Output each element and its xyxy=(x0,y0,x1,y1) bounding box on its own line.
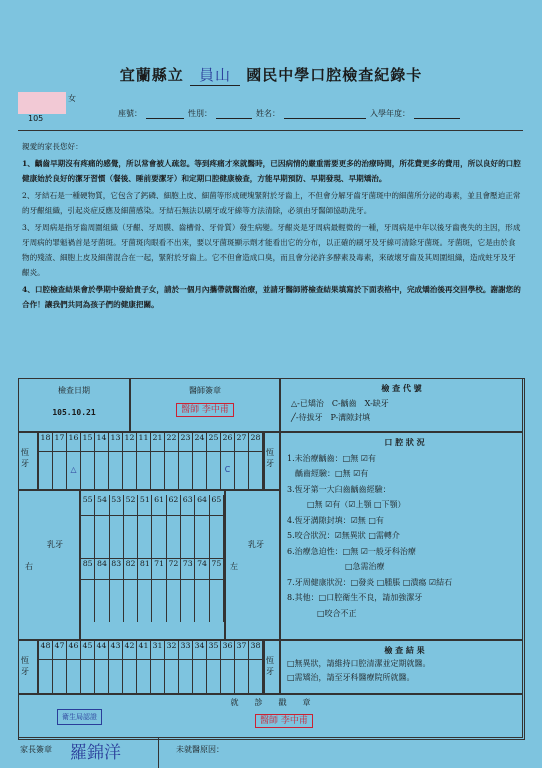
parent-signature: 羅錦洋 xyxy=(70,743,121,763)
tooth-25: 25 xyxy=(207,433,221,451)
tooth-mark-cell xyxy=(81,580,95,622)
tooth-24: 24 xyxy=(193,433,207,451)
tooth-43: 43 xyxy=(109,641,123,659)
tooth-mark-cell xyxy=(195,580,209,622)
tooth-23: 23 xyxy=(179,433,193,451)
tooth-mark-cell xyxy=(249,452,263,490)
tooth-mark-cell xyxy=(167,580,181,622)
tooth-52: 52 xyxy=(124,495,138,515)
visit-stamp-left: 衛生局認證 xyxy=(57,709,102,725)
tooth-mark-cell xyxy=(167,516,181,558)
seat-label: 座號： xyxy=(118,109,142,118)
parent-notice: 親愛的家長您好： 1、齲齒早期沒有疼痛的感覺，所以常會被人疏忽。等到疼痛才來就醫時，已因病情的嚴重需要更多的治療時間，所花費更多的費用，所以良好的口腔健康始於良好的潔牙習慣（餐後、睡前要潔牙）和定期口腔健康檢查，方能早期預防、早期發現、早期矯治。 2、牙結石是一種硬物質，它包含了鈣磷、細胞上皮、細菌等形成硬塊緊附於牙齒上，不但會分解牙齒牙菌斑中的細菌所分泌的毒素，並且會壓迫正常的牙齦組織，引起炎症反應及細菌感染。牙結石無法以刷牙或牙線等方法清除，必須由牙醫師協助洗牙。 3、牙周病是指牙齒周圍組織（牙齦、牙周膜、齒槽骨、牙骨質）發生病變。牙齦炎是牙周病最輕微的一種，牙周病是中年以後牙齒喪失的主因，形成牙周病的罪魁禍首是牙菌斑。牙菌斑肉眼看不出來，要以牙菌斑顯示劑才能看出它的分布，以正確的刷牙及牙線可清除牙菌斑。牙菌斑，它是由於食物的殘渣、細胞上皮及細菌混合在一起，緊附於牙齒上。它不但會造成口臭，而且會分泌許多酵素及毒素，來破壞牙齒及其周圍組織，造成蛀牙及牙齦炎。 4、口腔檢查結果會於學期中發給貴子女，請於一個月內攜帶就醫治療，並請牙醫師將檢查結果填寫於下面表格中，完成矯治後再交回學校。謝謝您的合作！讓我們共同為孩子們的健康把關。 xyxy=(22,142,521,309)
tooth-85: 85 xyxy=(81,559,95,579)
tooth-36: 36 xyxy=(221,641,235,659)
tooth-mark-cell xyxy=(137,452,151,490)
tooth-33: 33 xyxy=(179,641,193,659)
tooth-mark-cell xyxy=(95,660,109,694)
tooth-44: 44 xyxy=(95,641,109,659)
status-5: 5.咬合狀況：☑無異狀 □需轉介 xyxy=(287,531,400,540)
lower-perm-label-r: 恆牙 xyxy=(18,640,38,694)
exam-date-label: 檢查日期 xyxy=(58,386,90,395)
status-2: 齲齒經驗：□無 ☑有 xyxy=(287,469,369,478)
lower-perm-label-l: 恆牙 xyxy=(264,640,280,694)
tooth-21: 21 xyxy=(151,433,165,451)
tooth-mark-cell xyxy=(207,660,221,694)
status-1: 1.未治療齲齒：□無 ☑有 xyxy=(287,453,376,463)
status-title: 口 腔 狀 況 xyxy=(384,437,425,447)
tooth-mark-cell xyxy=(110,580,124,622)
tooth-45: 45 xyxy=(81,641,95,659)
visit-stamp-right: 醫師 李中甫 xyxy=(255,714,313,728)
tooth-mark-cell xyxy=(123,660,137,694)
tooth-14: 14 xyxy=(95,433,109,451)
tooth-65: 65 xyxy=(210,495,224,515)
tooth-mark-cell xyxy=(67,660,81,694)
page-title: 宜蘭縣立 員山 國民中學口腔檢查紀錄卡 xyxy=(119,66,423,84)
status-7: 7.牙周健康狀況：□發炎 □腫脹 □潰瘍 ☑結石 xyxy=(287,577,453,587)
year-field xyxy=(414,108,460,119)
tooth-42: 42 xyxy=(123,641,137,659)
tooth-18: 18 xyxy=(39,433,53,451)
tooth-48: 48 xyxy=(39,641,53,659)
school-name-field: 員山 xyxy=(190,64,240,86)
upper-perm-label-r: 恆牙 xyxy=(18,432,38,490)
tooth-mark-cell xyxy=(235,452,249,490)
codes-line1: △-已矯治 C-齲齒 X-缺牙 xyxy=(291,399,389,408)
visit-title: 就 診 戳 章 xyxy=(230,698,311,707)
footer-divider xyxy=(158,738,159,768)
tooth-32: 32 xyxy=(165,641,179,659)
tooth-mark-cell xyxy=(53,660,67,694)
tooth-mark-cell xyxy=(221,660,235,694)
tooth-31: 31 xyxy=(151,641,165,659)
tooth-16: 16 xyxy=(67,433,81,451)
tooth-41: 41 xyxy=(137,641,151,659)
tooth-71: 71 xyxy=(152,559,166,579)
codes-title: 檢 查 代 號 xyxy=(381,383,422,393)
tooth-74: 74 xyxy=(195,559,209,579)
tooth-mark-cell xyxy=(210,516,224,558)
left-label: 左 xyxy=(230,562,238,571)
name-label: 姓名： xyxy=(256,109,280,118)
prim-label-l: 乳牙 xyxy=(248,540,264,549)
sex-field xyxy=(216,108,252,119)
tooth-mark-cell xyxy=(152,580,166,622)
status-3: 3.恆牙第一大臼齒齲齒經驗： xyxy=(287,484,391,494)
tooth-mark-cell xyxy=(193,660,207,694)
year-label: 入學年度： xyxy=(370,109,410,118)
tooth-35: 35 xyxy=(207,641,221,659)
tooth-mark-cell xyxy=(138,580,152,622)
tooth-82: 82 xyxy=(124,559,138,579)
tooth-27: 27 xyxy=(235,433,249,451)
tooth-mark-cell xyxy=(95,452,109,490)
tooth-mark-cell xyxy=(39,660,53,694)
tooth-84: 84 xyxy=(95,559,109,579)
tooth-mark-cell xyxy=(151,452,165,490)
tooth-mark-cell xyxy=(123,452,137,490)
tooth-mark-cell: △ xyxy=(67,452,81,490)
exam-date-value: 105.10.21 xyxy=(52,408,96,417)
name-field xyxy=(284,108,366,119)
tooth-mark-cell xyxy=(81,516,95,558)
tooth-37: 37 xyxy=(235,641,249,659)
reason-label: 未就醫原因： xyxy=(176,745,224,754)
tooth-72: 72 xyxy=(167,559,181,579)
status-6b: □急需治療 xyxy=(345,562,385,571)
right-label: 右 xyxy=(25,562,33,571)
tooth-mark-cell xyxy=(138,516,152,558)
tooth-mark-cell xyxy=(181,516,195,558)
tooth-75: 75 xyxy=(210,559,224,579)
id-number: 105 xyxy=(28,114,44,123)
tooth-mark-cell xyxy=(179,660,193,694)
tooth-55: 55 xyxy=(81,495,95,515)
tooth-mark-cell xyxy=(137,660,151,694)
tooth-46: 46 xyxy=(67,641,81,659)
dentist-sign-label: 醫師簽章 xyxy=(189,386,221,395)
sex-label: 性別： xyxy=(188,109,212,118)
tooth-mark-cell xyxy=(109,660,123,694)
tooth-26: 26 xyxy=(221,433,235,451)
status-6: 6.治療急迫性：□無 ☑一般牙科治療 xyxy=(287,546,416,556)
tooth-mark-cell xyxy=(124,516,138,558)
tooth-mark-cell xyxy=(81,660,95,694)
tooth-62: 62 xyxy=(167,495,181,515)
tooth-mark-cell xyxy=(110,516,124,558)
tooth-38: 38 xyxy=(249,641,263,659)
prim-label-r: 乳牙 xyxy=(47,540,63,549)
tooth-mark-cell xyxy=(210,580,224,622)
tooth-17: 17 xyxy=(53,433,67,451)
redacted-name-block xyxy=(18,92,66,114)
status-4: 4.恆牙溝隙封填：☑無 □有 xyxy=(287,515,384,525)
status-8: 8.其他：□口腔衛生不良，請加強潔牙 xyxy=(287,593,423,602)
tooth-61: 61 xyxy=(152,495,166,515)
gender-hand: 女 xyxy=(68,94,76,103)
tooth-22: 22 xyxy=(165,433,179,451)
tooth-mark-cell xyxy=(109,452,123,490)
tooth-mark-cell xyxy=(165,452,179,490)
divider xyxy=(18,130,523,131)
tooth-64: 64 xyxy=(195,495,209,515)
tooth-mark-cell xyxy=(181,580,195,622)
visit-stamp-area xyxy=(18,694,523,738)
tooth-mark-cell xyxy=(39,452,53,490)
tooth-81: 81 xyxy=(138,559,152,579)
tooth-mark-cell xyxy=(249,660,263,694)
tooth-28: 28 xyxy=(249,433,263,451)
tooth-mark-cell xyxy=(151,660,165,694)
tooth-mark-cell xyxy=(179,452,193,490)
tooth-mark-cell xyxy=(193,452,207,490)
tooth-13: 13 xyxy=(109,433,123,451)
tooth-53: 53 xyxy=(110,495,124,515)
tooth-15: 15 xyxy=(81,433,95,451)
tooth-mark-cell xyxy=(165,660,179,694)
parent-sign-label: 家長簽章 xyxy=(20,745,52,754)
result-1: □無異狀，請維持口腔清潔並定期就醫。 xyxy=(287,659,431,668)
upper-perm-label-l: 恆牙 xyxy=(264,432,280,490)
tooth-11: 11 xyxy=(137,433,151,451)
tooth-mark-cell xyxy=(95,516,109,558)
tooth-mark-cell xyxy=(124,580,138,622)
tooth-51: 51 xyxy=(138,495,152,515)
tooth-mark-cell xyxy=(207,452,221,490)
tooth-34: 34 xyxy=(193,641,207,659)
tooth-mark-cell xyxy=(195,516,209,558)
tooth-12: 12 xyxy=(123,433,137,451)
status-3b: □無 ☑有（☑上顎 □下顎） xyxy=(307,500,406,509)
codes-line2: ╱-待拔牙 P-溝隙封填 xyxy=(291,413,371,422)
tooth-54: 54 xyxy=(95,495,109,515)
tooth-mark-cell: C xyxy=(221,452,235,490)
tooth-mark-cell xyxy=(53,452,67,490)
result-title: 檢 查 結 果 xyxy=(384,645,425,655)
tooth-mark-cell xyxy=(235,660,249,694)
dentist-stamp: 醫師 李中甫 xyxy=(176,403,234,417)
seat-field xyxy=(146,108,184,119)
tooth-83: 83 xyxy=(110,559,124,579)
tooth-73: 73 xyxy=(181,559,195,579)
result-box xyxy=(280,640,523,694)
tooth-47: 47 xyxy=(53,641,67,659)
status-8b: □咬合不正 xyxy=(317,608,357,618)
tooth-63: 63 xyxy=(181,495,195,515)
tooth-mark-cell xyxy=(152,516,166,558)
tooth-mark-cell xyxy=(95,580,109,622)
result-2: □需矯治，請至牙科醫療院所就醫。 xyxy=(287,673,415,682)
tooth-mark-cell xyxy=(81,452,95,490)
oral-status-box xyxy=(280,432,523,640)
